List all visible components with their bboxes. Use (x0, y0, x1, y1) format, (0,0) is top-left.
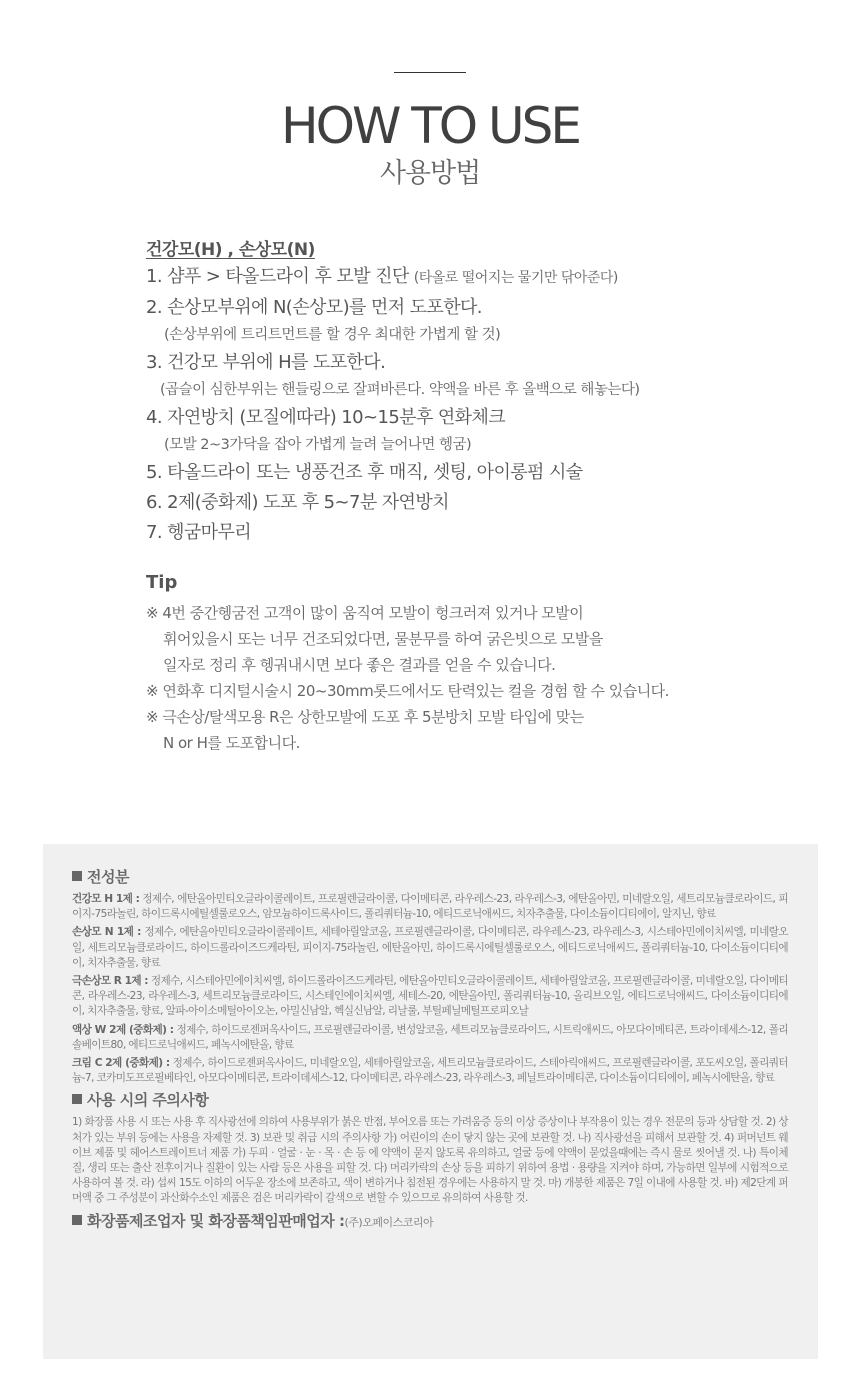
ingredients-heading (72, 866, 788, 888)
manufacturer-name: (주)오페이스코리아 (344, 1215, 434, 1229)
ingredients-heading-text: 전성분 (87, 868, 129, 886)
tip-heading: Tip (146, 572, 178, 593)
step-2: 2. 손상모부위에 N(손상모)를 먼저 도포한다. (146, 297, 482, 318)
ingredient-list: 정제수, 하이드로젠퍼옥사이드, 미네랄오일, 세테아릴알코올, 세트리모늄클로라이드, 스테아릭애씨드, 프로필렌글라이콜, 포도씨오일, 폴리쿼터늄-7, 코카미도프로필베타인, 아모다이메티콘, 트라이데세스-12, 다이메티콘, 라우레스-23, 라우레스-3, 페닐트라이메티콘, 다이소듐이디티에이, 페녹시에탄올, 향료 (72, 1057, 788, 1085)
top-divider (394, 72, 466, 73)
cautions-text: 1) 화장품 사용 시 또는 사용 후 직사광선에 의하여 사용부위가 붉은 반점, 부어오름 또는 가려움증 등의 이상 증상이나 부작용이 있는 경우 전문의 등과 상담할 것. 2) 상처가 있는 부위 등에는 사용을 자제할 것. 3) 보관 및 취급 시의 주의사항 가) 어린이의 손이 닿지 않는 곳에 보관할 것. 나) 직사광선을 피해서 보관할 것. 4) 퍼머넌트 웨이브 제품 및 헤어스트레이트너 제품 가) 두피 · 얼굴 · 눈 · 목 · 손 등 에 약액이 묻지 않도록 유의하고, 얼굴 등에 약액이 묻었을때에는 즉시 물로 씻어낼 것. 나) 특이체질, 생리 또는 출산 전후이거나 질환이 있는 사람 등은 사용을 피할 것. 다) 머리카락의 손상 등을 피하기 위하여 용법 · 용량을 지켜야 하며, 가능하면 일부에 시험적으로 사용하여 볼 것. 라) 섭씨 15도 이하의 어두운 장소에 보존하고, 색이 변하거나 침전된 경우에는 사용하지 말 것. 마) 개봉한 제품은 7일 이내에 사용할 것. 바) 제2단계 퍼머액 중 그 주성분이 과산화수소인 제품은 검은 머리카락이 갈색으로 변할 수 있으므로 유의하여 사용할 것. (72, 1116, 788, 1205)
step-1 (146, 262, 836, 293)
ingredient-label: 건강모 H 1제 : (72, 893, 140, 905)
ingredients-box (43, 844, 818, 1359)
step-4-note: (모발 2~3가닥을 잡아 가볍게 늘려 늘어나면 헹굼) (164, 437, 472, 453)
ingredient-list: 정제수, 에탄올아민티오글라이콜레이트, 세테아릴알코올, 프로필렌글라이콜, 다이메티콘, 라우레스-23, 라우레스-3, 시스테아민에이치씨엘, 미네랄오일, 세트리모늄클로라이드, 하이드롤라이즈드케라틴, 피이지-75라놀린, 에탄올아민, 하이드록시에틸셀룰로오스, 에티드로닉애씨드, 폴리쿼터늄-10, 다이소듐이디티에이, 치자추출물, 향료 (72, 926, 788, 969)
ingredient-r (72, 974, 788, 1020)
step-1-note: (타올로 떨어지는 물기만 닦아준다) (413, 270, 618, 286)
tip-line: ※ 극손상/탈색모용 R은 상한모발에 도포 후 5분방치 모발 타입에 맞는 (146, 708, 584, 726)
step-1-text: 1. 샴푸 > 타올드라이 후 모발 진단 (146, 266, 409, 287)
step-3: 3. 건강모 부위에 H를 도포한다. (146, 352, 386, 373)
tip-line: ※ 4번 중간헹굼전 고객이 많이 움직여 모발이 헝크러져 있거나 모발이 (146, 604, 584, 622)
tip-line: 휘어있을시 또는 너무 건조되었다면, 물분무를 하여 굵은빗으로 모발을 (163, 630, 603, 648)
step-6: 6. 2제(중화제) 도포 후 5~7분 자연방치 (146, 492, 449, 513)
ingredient-list: 정제수, 에탄올아민티오글라이콜레이트, 프로필렌글라이콜, 다이메티콘, 라우레스-23, 라우레스-3, 에탄올아민, 미네랄오일, 세트리모늄클로라이드, 피이지-75라놀린, 하이드록시에틸셀룰로오스, 암모늄하이드록사이드, 폴리쿼터늄-10, 에티드로닉애씨드, 치자추출물, 다이소듐이디티에이, 알지닌, 향료 (72, 893, 788, 921)
ingredient-label: 크림 C 2제 (중화제) : (72, 1057, 170, 1070)
cautions-heading (72, 1089, 788, 1111)
usage-section-heading: 건강모(H) , 손상모(N) (146, 240, 315, 260)
manufacturer-line (72, 1210, 788, 1234)
square-bullet-icon (72, 871, 82, 881)
ingredient-list: 정제수, 하이드로젠퍼옥사이드, 프로필렌글라이콜, 변성알코올, 세트리모늄클로라이드, 시트릭애씨드, 아모다이메티콘, 트라이데세스-12, 폴리솔베이트80, 에티드로닉애씨드, 페녹시에탄올, 향료 (72, 1023, 788, 1051)
usage-steps (146, 262, 836, 548)
tip-line: 일자로 정리 후 헹궈내시면 보다 좋은 결과를 얻을 수 있습니다. (163, 656, 556, 674)
step-4: 4. 자연방치 (모질에따라) 10~15분후 연화체크 (146, 407, 506, 428)
step-7: 7. 헹굼마무리 (146, 522, 252, 543)
ingredient-c (72, 1056, 788, 1086)
page-subtitle: 사용방법 (379, 158, 481, 189)
step-3-note: (곱슬이 심한부위는 핸들링으로 잘펴바른다. 약액을 바른 후 올백으로 해놓는다) (160, 382, 640, 398)
tip-list (146, 600, 836, 756)
manufacturer-heading: 화장품제조업자 및 화장품책임판매업자 : (87, 1211, 345, 1230)
ingredient-label: 액상 W 2제 (중화제) : (72, 1023, 174, 1036)
ingredient-n (72, 925, 788, 971)
page-title: HOW TO USE (280, 97, 579, 155)
square-bullet-icon (72, 1094, 82, 1104)
tip-line: ※ 연화후 디지털시술시 20~30mm롯드에서도 탄력있는 컬을 경험 할 수 있습니다. (146, 682, 669, 700)
ingredient-w (72, 1023, 788, 1053)
step-2-note: (손상부위에 트리트먼트를 할 경우 최대한 가볍게 할 것) (164, 327, 501, 343)
ingredient-label: 손상모 N 1제 : (72, 926, 141, 939)
ingredient-list: 정제수, 시스테아민에이치씨엘, 하이드롤라이즈드케라틴, 에탄올아민티오글라이콜레이트, 세테아릴알코올, 프로필렌글라이콜, 미네랄오일, 다이메티콘, 라우레스-23, 라우레스-3, 세트리모늄클로라이드, 시스테인에이치씨엘, 세테스-20, 에탄올아민, 폴리쿼터늄-10, 올리브오일, 에티드로닉애씨드, 다이소듐이디티에이, 치자추출물, 향료, 알파-아이소메틸아이오논, 아밀신남알, 헥실신남알, 리날룰, 부틸페닐메틸프로피오날 (72, 975, 788, 1018)
tip-line: N or H를 도포합니다. (163, 734, 300, 752)
step-5: 5. 타올드라이 또는 냉풍건조 후 매직, 셋팅, 아이롱펌 시술 (146, 462, 583, 483)
cautions-heading-text: 사용 시의 주의사항 (87, 1091, 209, 1110)
square-bullet-icon (72, 1215, 82, 1225)
ingredient-h (72, 892, 788, 922)
ingredient-label: 극손상모 R 1제 : (72, 975, 148, 988)
ingredients-content (72, 866, 788, 1238)
